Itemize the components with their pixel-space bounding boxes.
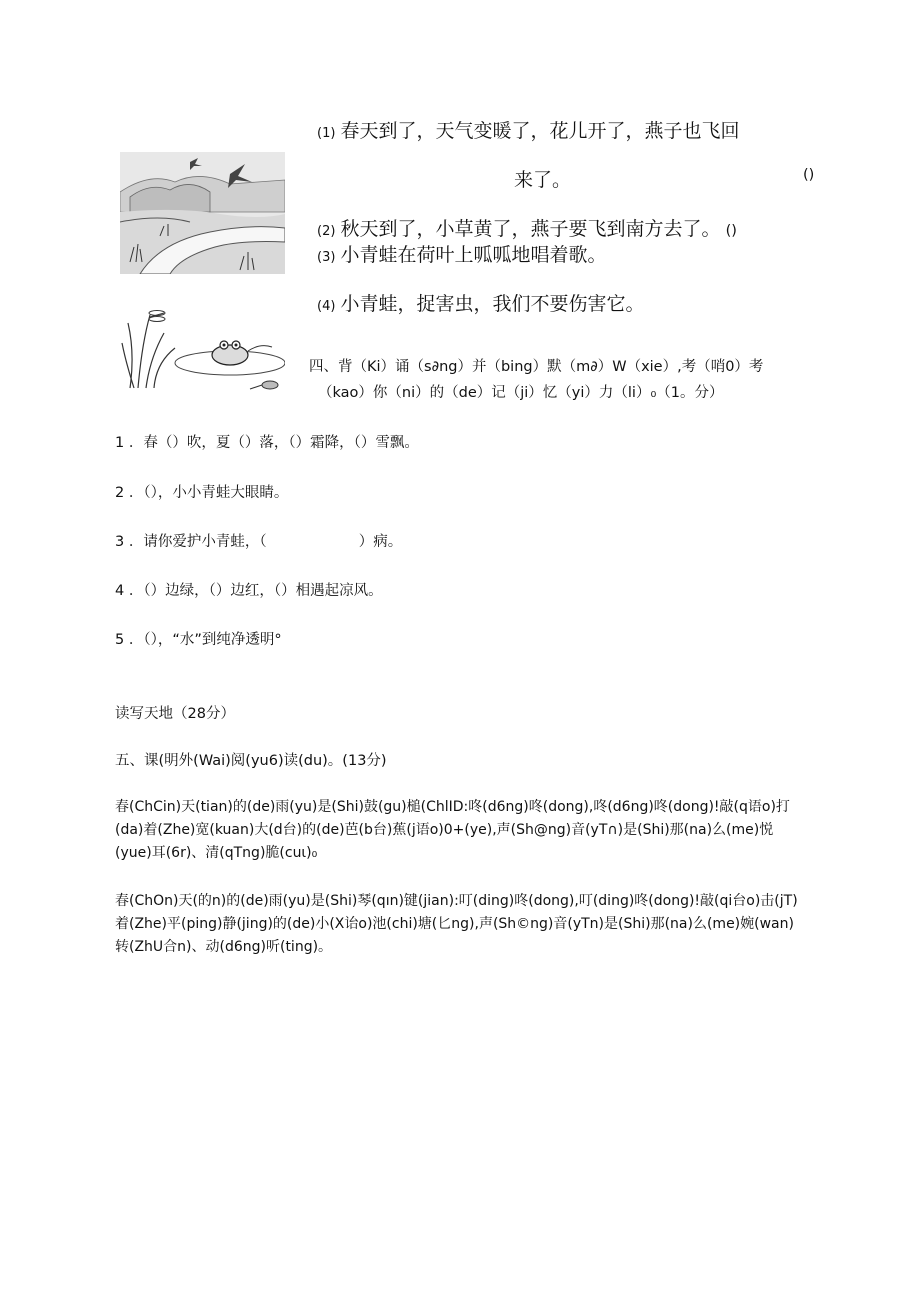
- section4-item-5: 5 ．（），“水”到纯净透明°: [115, 632, 282, 648]
- match-item-4-text: 小青蛙，捉害虫，我们不要伤害它。: [340, 293, 645, 315]
- match-item-2-number: (2): [317, 224, 336, 239]
- match-item-3-number: (3): [317, 250, 336, 265]
- section4-item-2: 2 ．（），小小青蛙大眼睛。: [115, 485, 289, 501]
- section4-item-3: 3 ．请你爱护小青蛙，（ ）病。: [115, 534, 403, 550]
- match-item-1-answer-blank[interactable]: (): [803, 167, 815, 183]
- frog-scene-picture: [120, 303, 285, 398]
- match-item-1-text: 春天到了，天气变暖了，花儿开了，燕子也飞回: [340, 120, 740, 142]
- reading-paragraph-1: 春(ChCin)天(tian)的(de)雨(yu)是(Shi)鼓(gu)槌(ChlID:咚(d6ng)咚(dong),咚(d6ng)咚(dong)!敲(q语o)打(da)着(Zhe)宽(kuan)大(d台)的(de)芭(b台)蕉(j语o)0+(ye),声(Sh@ng)音(yT∩)是(Shi)那(na)么(me)悦(yue)耳(6r)、清(qTng)脆(cuι)₀: [115, 799, 790, 861]
- match-item-1-line1: [317, 116, 740, 143]
- match-item-4: [317, 289, 645, 316]
- match-item-1-line2: 来了。: [514, 169, 572, 191]
- reading-paragraph-2: 春(ChOn)天(的n)的(de)雨(yu)是(Shi)琴(qın)键(jian):叮(ding)咚(dong),叮(ding)咚(dong)!敲(qi台o)击(jT)着(Zhe)平(ping)静(jing)的(de)小(X诒o)池(chi)塘(匕ng),声(Sh©ng)音(yTn)是(Shi)那(na)么(me)婉(wan)转(ZhU合n)、动(d6ng)听(ting)。: [115, 893, 798, 955]
- match-item-4-number: (4): [317, 299, 336, 314]
- match-item-2-answer-blank[interactable]: (): [725, 223, 737, 239]
- match-item-3-text: 小青蛙在荷叶上呱呱地唱着歌。: [340, 244, 607, 266]
- reading-heading: 读写天地（28分）: [115, 706, 235, 722]
- match-item-2-text: 秋天到了，小草黄了，燕子要飞到南方去了。: [340, 218, 721, 240]
- section4-item-1: 1 ．春（）吹，夏（）落，（）霜降，（）雪飘。: [115, 435, 419, 451]
- section4-item-4: 4 ．（）边绿，（）边红，（）相遇起凉风。: [115, 583, 383, 599]
- frog-scene-drawing: [120, 303, 285, 398]
- section4-instruction-line2: （kao）你（ni）的（de）记（ji）忆（yi）力（li）₀（1。分）: [318, 385, 724, 401]
- match-item-3: [317, 240, 607, 267]
- swallow-scene-drawing: [120, 152, 285, 274]
- match-item-1-number: (1): [317, 126, 336, 141]
- section5-title: 五、课(明外(Wai)阅(yu6)读(du)。(13分): [115, 753, 387, 769]
- swallow-scene-picture: [120, 152, 285, 274]
- match-item-2: [317, 214, 737, 241]
- section4-instruction-line1: 四、背（Ki）诵（s∂ng）并（bing）默（m∂）W（xie）,考（哨0）考: [309, 359, 764, 375]
